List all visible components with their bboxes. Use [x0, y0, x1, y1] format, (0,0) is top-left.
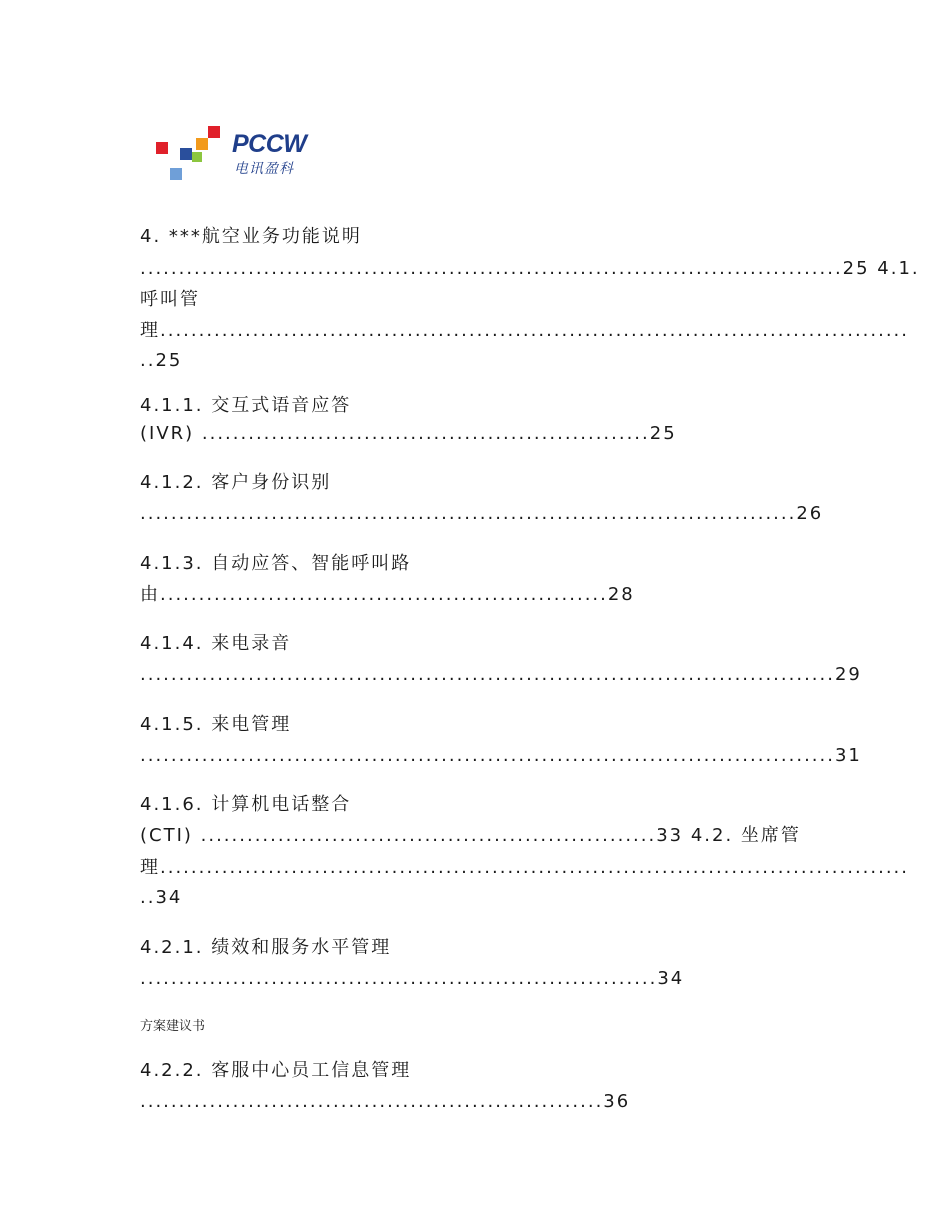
toc-leader-4-1-2: .....................................................................................26	[140, 503, 824, 524]
toc-line-4-1-1: 4.1.1. 交互式语音应答	[140, 395, 352, 416]
logo-square-light-blue	[170, 168, 182, 180]
pccw-logo	[152, 124, 322, 184]
toc-leader-4-1-1: (IVR) ..........................................................25	[140, 423, 677, 444]
toc-line-4-1-a: 呼叫管	[140, 289, 200, 310]
toc-leader-4-1-3: 由..........................................................28	[140, 584, 635, 605]
toc-page-4-1: ..25	[140, 350, 183, 371]
logo-brand: PCCW	[232, 130, 307, 158]
logo-square-red-left	[156, 142, 168, 154]
toc-leader-4-1-5: ..........................................................................................31	[140, 745, 862, 766]
logo-square-blue-mid	[180, 148, 192, 160]
toc-leader-4-2-1: ...................................................................34	[140, 968, 685, 989]
toc-line-4-1-2: 4.1.2. 客户身份识别	[140, 472, 332, 493]
logo-square-red-top	[208, 126, 220, 138]
toc-line-4-1-4: 4.1.4. 来电录音	[140, 633, 292, 654]
toc-line-4-1-5: 4.1.5. 来电管理	[140, 714, 292, 735]
running-footer: 方案建议书	[140, 1019, 206, 1034]
toc-leader-4-1: 理.................................................................................................	[140, 320, 910, 341]
toc-line-4-1-6: 4.1.6. 计算机电话整合	[140, 794, 352, 815]
toc-leader-4-1-6: (CTI) ...........................................................33 4.2. 坐席管	[140, 825, 801, 846]
toc-line-4-1-3: 4.1.3. 自动应答、智能呼叫路	[140, 553, 412, 574]
toc-leader-4-2: 理.................................................................................................	[140, 857, 910, 878]
logo-square-green	[192, 152, 202, 162]
toc-line-4: 4. ***航空业务功能说明	[140, 226, 362, 247]
toc-line-4-2-1: 4.2.1. 绩效和服务水平管理	[140, 937, 392, 958]
toc-line-4-2-2: 4.2.2. 客服中心员工信息管理	[140, 1060, 412, 1081]
toc-leader-4-2-2: ............................................................36	[140, 1091, 631, 1112]
toc-leader-4-1-4: ..........................................................................................29	[140, 664, 862, 685]
toc-page-4-2: ..34	[140, 887, 183, 908]
logo-brand-cn: 电讯盈科	[234, 161, 294, 177]
logo-square-orange	[196, 138, 208, 150]
toc-leader-25: ...........................................................................................25 4.1.	[140, 258, 920, 279]
